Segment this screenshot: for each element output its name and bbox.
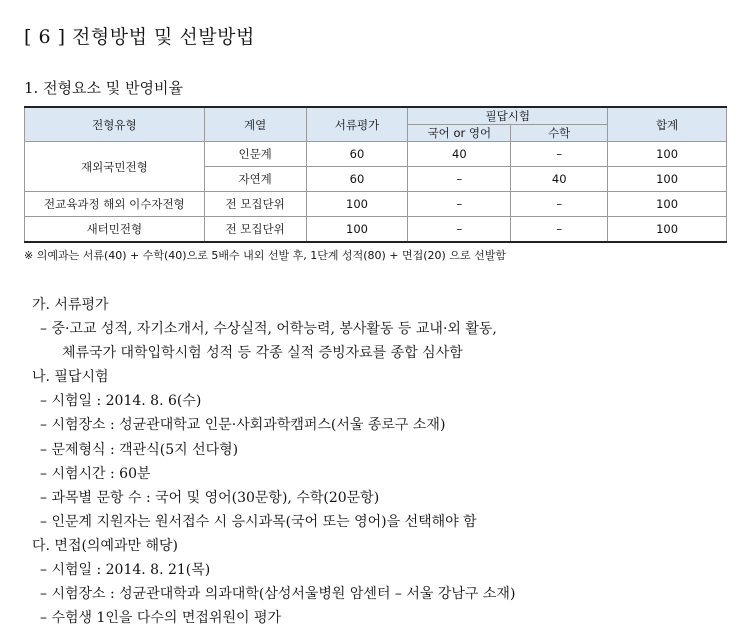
header-total: 합계: [608, 107, 727, 142]
cell-docs: 100: [306, 217, 408, 242]
list-item: – 문제형식 : 객관식(5지 선다형): [40, 441, 239, 458]
table-row: [25, 192, 727, 217]
cell-math: –: [511, 217, 608, 242]
table-note: ※ 의예과는 서류(40) + 수학(40)으로 5배수 내외 선발 후, 1단계 성적(80) + 면접(20) 으로 선발함: [24, 249, 506, 262]
cell-type: 새터민전형: [25, 217, 205, 242]
header-math: 수학: [511, 125, 608, 142]
selection-ratio-table: [24, 106, 727, 243]
cell-math: 40: [511, 167, 608, 192]
table-row: [25, 142, 727, 167]
list-item: – 시험일 : 2014. 8. 6(수): [40, 393, 202, 410]
list-item: – 시험장소 : 성균관대학과 의과대학(삼성서울병원 암센터 – 서울 강남구 소재): [40, 586, 516, 603]
cell-docs: 60: [306, 167, 408, 192]
list-item: – 시험시간 : 60분: [40, 465, 151, 482]
section-title: [ 6 ] 전형방법 및 선발방법: [24, 26, 255, 48]
cell-ke: –: [408, 217, 511, 242]
list-item: – 인문계 지원자는 원서접수 시 응시과목(국어 또는 영어)을 선택해야 함: [40, 513, 477, 530]
table-header-row: [25, 107, 727, 125]
cell-total: 100: [608, 167, 727, 192]
heading-docs-review: 가. 서류평가: [32, 297, 109, 313]
cell-ke: 40: [408, 142, 511, 167]
cell-ke: –: [408, 167, 511, 192]
selection-details: [32, 293, 515, 630]
list-item-continued: 체류국가 대학입학시험 성적 등 각종 실적 증빙자료를 종합 심사함: [62, 345, 463, 362]
list-item: – 과목별 문항 수 : 국어 및 영어(30문항), 수학(20문항): [40, 489, 380, 506]
cell-field: 인문계: [204, 142, 306, 167]
list-item: – 중·고교 성적, 자기소개서, 수상실적, 어학능력, 봉사활동 등 교내·외 활동,: [40, 321, 497, 338]
cell-field: 전 모집단위: [204, 192, 306, 217]
heading-interview: 다. 면접(의예과만 해당): [32, 537, 178, 554]
cell-type: 전교육과정 해외 이수자전형: [25, 192, 205, 217]
cell-math: –: [511, 142, 608, 167]
cell-total: 100: [608, 192, 727, 217]
list-item: – 시험일 : 2014. 8. 21(목): [40, 562, 211, 579]
cell-field: 전 모집단위: [204, 217, 306, 242]
cell-docs: 60: [306, 142, 408, 167]
cell-field: 자연계: [204, 167, 306, 192]
cell-total: 100: [608, 217, 727, 242]
cell-math: –: [511, 192, 608, 217]
cell-docs: 100: [306, 192, 408, 217]
list-item: – 시험장소 : 성균관대학교 인문·사회과학캠퍼스(서울 종로구 소재): [40, 417, 446, 434]
header-docs: 서류평가: [306, 107, 408, 142]
list-item: – 수험생 1인을 다수의 면접위원이 평가: [40, 610, 282, 627]
cell-type: 재외국민전형: [25, 142, 205, 192]
heading-written-exam: 나. 필답시험: [32, 369, 109, 386]
header-type: 전형유형: [25, 107, 205, 142]
cell-total: 100: [608, 142, 727, 167]
table-row: [25, 217, 727, 242]
cell-ke: –: [408, 192, 511, 217]
header-field: 계열: [204, 107, 306, 142]
header-exam: 필답시험: [408, 107, 608, 125]
header-korean-english: 국어 or 영어: [408, 125, 511, 142]
subsection-title: 1. 전형요소 및 반영비율: [24, 79, 184, 97]
